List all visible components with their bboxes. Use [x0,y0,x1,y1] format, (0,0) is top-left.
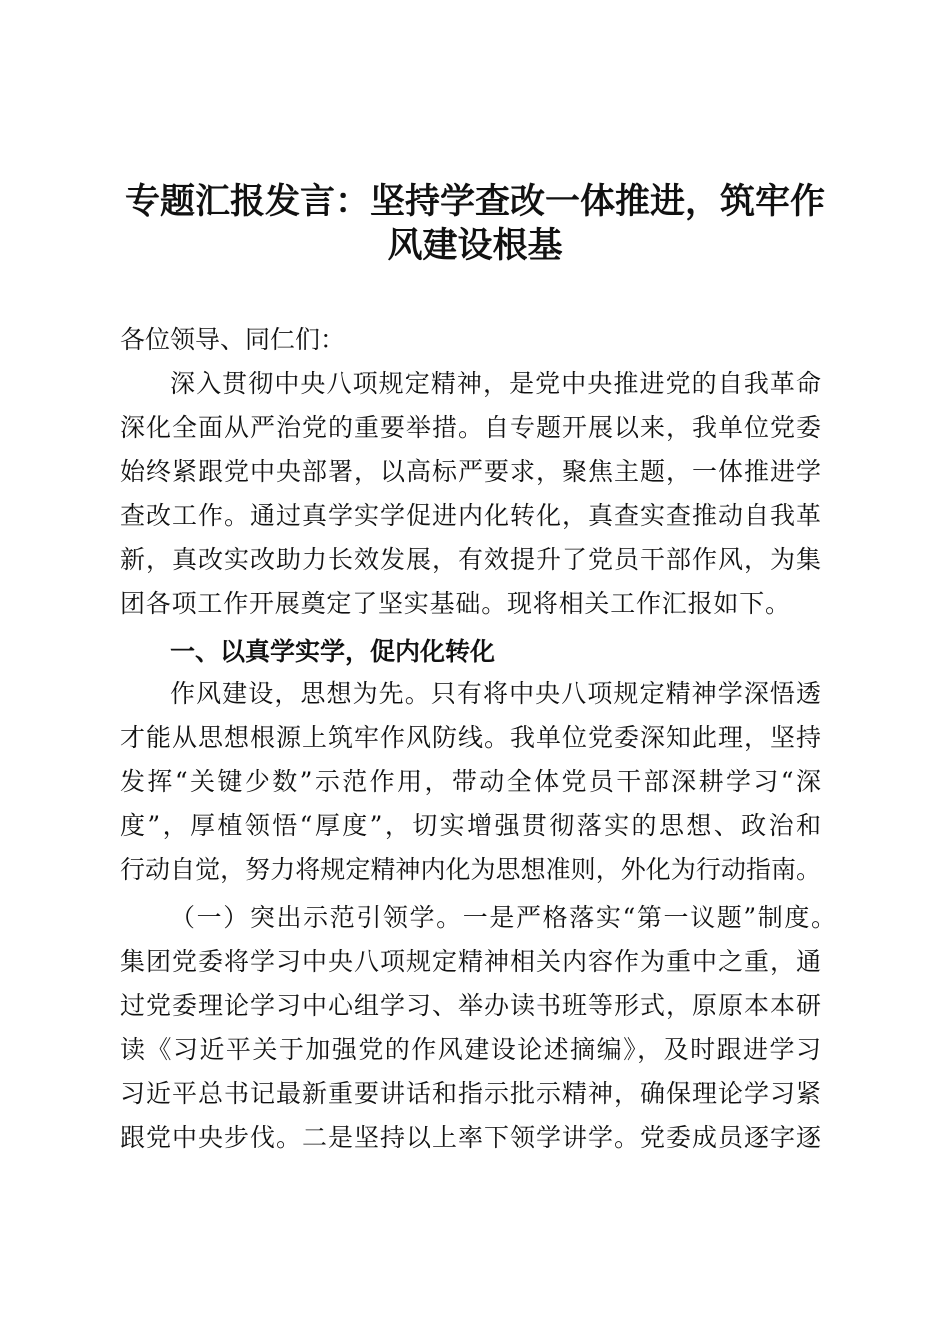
body-line-6: 团各项工作开展奠定了坚实基础。现将相关工作汇报如下。 [120,589,791,618]
body-line-1: 深入贯彻中央八项规定精神，是党中央推进党的自我革命 [170,369,821,398]
section-heading-1: 一、以真学实学，促内化转化 [170,637,496,666]
body-line-11: 行动自觉，努力将规定精神内化为思想准则，外化为行动指南。 [120,855,821,884]
document-title-line-1: 专题汇报发言：坚持学查改一体推进，筑牢作 [124,181,825,222]
body-line-13: 过党委理论学习中心组学习、举办读书班等形式，原原本本研 [120,991,821,1020]
body-line-14: 读《习近平关于加强党的作风建设论述摘编》，及时跟进学习 [120,1035,821,1064]
document-title-line-2: 风建设根基 [387,225,563,266]
salutation: 各位领导、同仁们： [120,325,346,354]
body-line-10: 度”，厚植领悟“厚度”，切实增强贯彻落实的思想、政治和 [120,811,821,840]
subsection-line-1: （一）突出示范引领学。一是严格落实“第一议题”制度。 [170,903,836,932]
body-line-7: 作风建设，思想为先。只有将中央八项规定精神学深悟透 [170,679,821,708]
body-line-5: 新，真改实改助力长效发展，有效提升了党员干部作风，为集 [120,545,821,574]
body-line-3: 始终紧跟党中央部署，以高标严要求，聚焦主题，一体推进学 [120,457,821,486]
body-line-2: 深化全面从严治党的重要举措。自专题开展以来，我单位党委 [120,413,821,442]
body-line-4: 查改工作。通过真学实学促进内化转化，真查实查推动自我革 [120,501,821,530]
body-line-8: 才能从思想根源上筑牢作风防线。我单位党委深知此理，坚持 [120,723,821,752]
body-line-16: 跟党中央步伐。二是坚持以上率下领学讲学。党委成员逐字逐 [120,1123,821,1152]
body-line-9: 发挥“关键少数”示范作用，带动全体党员干部深耕学习“深 [120,767,821,796]
body-line-12: 集团党委将学习中央八项规定精神相关内容作为重中之重，通 [120,947,821,976]
body-line-15: 习近平总书记最新重要讲话和指示批示精神，确保理论学习紧 [120,1079,821,1108]
